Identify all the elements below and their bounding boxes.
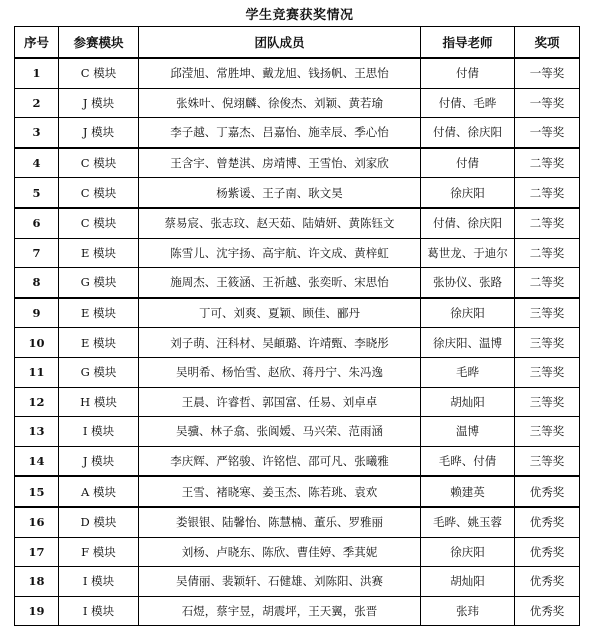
cell-seq: 2: [15, 88, 59, 118]
cell-award: 一等奖: [515, 58, 580, 88]
table-body: [15, 58, 580, 626]
cell-seq: 1: [15, 58, 59, 88]
table-row: [15, 238, 580, 268]
cell-module: J 模块: [59, 88, 139, 118]
cell-advisor: 葛世龙、于迪尔: [421, 238, 515, 268]
cell-award: 二等奖: [515, 178, 580, 208]
cell-advisor: 付倩、毛晔: [421, 88, 515, 118]
cell-members: 娄银银、陆馨怡、陈慧楠、董乐、罗雅丽: [139, 507, 421, 537]
cell-members: 邱滢旭、常胜坤、戴龙旭、钱扬帆、王思怡: [139, 58, 421, 88]
cell-award: 优秀奖: [515, 507, 580, 537]
cell-seq: 6: [15, 208, 59, 238]
cell-award: 三等奖: [515, 328, 580, 358]
cell-members: 吴明希、杨怡雪、赵欣、蒋丹宁、朱冯逸: [139, 357, 421, 387]
cell-award: 二等奖: [515, 148, 580, 178]
cell-seq: 18: [15, 567, 59, 597]
table-row: [15, 387, 580, 417]
cell-module: C 模块: [59, 58, 139, 88]
cell-advisor: 付倩、徐庆阳: [421, 208, 515, 238]
cell-module: H 模块: [59, 387, 139, 417]
cell-module: C 模块: [59, 208, 139, 238]
cell-members: 刘子萌、汪科材、吴頔璐、许靖甄、李晓彤: [139, 328, 421, 358]
cell-advisor: 张协仪、张路: [421, 268, 515, 298]
cell-module: C 模块: [59, 148, 139, 178]
header-advisor: 指导老师: [421, 27, 515, 59]
table-row: [15, 596, 580, 626]
cell-advisor: 毛晔、付倩: [421, 446, 515, 476]
cell-seq: 10: [15, 328, 59, 358]
cell-seq: 16: [15, 507, 59, 537]
table-row: [15, 118, 580, 148]
table-row: [15, 58, 580, 88]
header-members: 团队成员: [139, 27, 421, 59]
table-row: [15, 357, 580, 387]
cell-members: 王含宇、曾楚淇、房靖博、王雪怡、刘家欣: [139, 148, 421, 178]
cell-seq: 9: [15, 298, 59, 328]
cell-award: 一等奖: [515, 88, 580, 118]
cell-seq: 17: [15, 537, 59, 567]
cell-advisor: 徐庆阳: [421, 178, 515, 208]
cell-advisor: 毛晔、姚玉蓉: [421, 507, 515, 537]
cell-members: 王晨、许睿哲、郭国富、任易、刘卓卓: [139, 387, 421, 417]
cell-seq: 14: [15, 446, 59, 476]
cell-award: 优秀奖: [515, 596, 580, 626]
cell-advisor: 付倩、徐庆阳: [421, 118, 515, 148]
cell-seq: 5: [15, 178, 59, 208]
cell-advisor: 付倩: [421, 58, 515, 88]
cell-members: 施周杰、王筱涵、王祈越、张奕昕、宋思怡: [139, 268, 421, 298]
cell-members: 杨紫谖、王子南、耿文昊: [139, 178, 421, 208]
cell-module: A 模块: [59, 476, 139, 507]
table-row: [15, 298, 580, 328]
header-seq: 序号: [15, 27, 59, 59]
cell-module: J 模块: [59, 118, 139, 148]
table-row: [15, 148, 580, 178]
cell-members: 吴骥、林子翕、张阆嫒、马兴荣、范雨涵: [139, 417, 421, 447]
cell-members: 石煜，蔡宇昱，胡震坪，王天翼，张晋: [139, 596, 421, 626]
cell-award: 二等奖: [515, 238, 580, 268]
cell-module: G 模块: [59, 357, 139, 387]
cell-award: 三等奖: [515, 387, 580, 417]
cell-members: 李子越、丁嘉杰、吕嘉怡、施幸辰、季心怡: [139, 118, 421, 148]
cell-module: I 模块: [59, 417, 139, 447]
cell-module: E 模块: [59, 328, 139, 358]
cell-award: 三等奖: [515, 357, 580, 387]
cell-module: I 模块: [59, 567, 139, 597]
cell-members: 张姝叶、倪翊麟、徐俊杰、刘颖、黄若瑜: [139, 88, 421, 118]
cell-advisor: 徐庆阳: [421, 537, 515, 567]
cell-award: 优秀奖: [515, 537, 580, 567]
cell-award: 二等奖: [515, 208, 580, 238]
cell-award: 优秀奖: [515, 476, 580, 507]
table-row: [15, 88, 580, 118]
cell-advisor: 温博: [421, 417, 515, 447]
cell-members: 丁可、刘爽、夏颖、顾佳、郦丹: [139, 298, 421, 328]
table-row: [15, 417, 580, 447]
table-row: [15, 446, 580, 476]
table-row: [15, 268, 580, 298]
document-title: 学生竞赛获奖情况: [245, 8, 354, 23]
cell-seq: 13: [15, 417, 59, 447]
cell-advisor: 胡灿阳: [421, 567, 515, 597]
cell-award: 三等奖: [515, 298, 580, 328]
cell-members: 李庆辉、严铭骏、许铭恺、邵可凡、张曦雅: [139, 446, 421, 476]
cell-advisor: 徐庆阳、温博: [421, 328, 515, 358]
table-header-row: [15, 27, 580, 59]
cell-seq: 12: [15, 387, 59, 417]
cell-seq: 4: [15, 148, 59, 178]
cell-award: 三等奖: [515, 446, 580, 476]
cell-members: 陈雪儿、沈宇扬、高宇航、许文成、黄梓虹: [139, 238, 421, 268]
cell-seq: 8: [15, 268, 59, 298]
cell-module: I 模块: [59, 596, 139, 626]
table-row: [15, 537, 580, 567]
table-row: [15, 208, 580, 238]
cell-seq: 7: [15, 238, 59, 268]
cell-advisor: 徐庆阳: [421, 298, 515, 328]
table-row: [15, 178, 580, 208]
cell-members: 吴倩丽、裴颖轩、石健雄、刘陈阳、洪赛: [139, 567, 421, 597]
cell-module: E 模块: [59, 298, 139, 328]
table-row: [15, 507, 580, 537]
cell-advisor: 赖建英: [421, 476, 515, 507]
awards-table: [14, 26, 580, 626]
cell-seq: 19: [15, 596, 59, 626]
table-row: [15, 328, 580, 358]
cell-award: 二等奖: [515, 268, 580, 298]
cell-award: 优秀奖: [515, 567, 580, 597]
cell-module: D 模块: [59, 507, 139, 537]
cell-advisor: 付倩: [421, 148, 515, 178]
cell-members: 王雪、褚晓寒、姜玉杰、陈若珧、袁欢: [139, 476, 421, 507]
cell-advisor: 胡灿阳: [421, 387, 515, 417]
header-award: 奖项: [515, 27, 580, 59]
table-row: [15, 476, 580, 507]
cell-module: J 模块: [59, 446, 139, 476]
cell-award: 三等奖: [515, 417, 580, 447]
cell-advisor: 张玮: [421, 596, 515, 626]
table-row: [15, 567, 580, 597]
cell-module: G 模块: [59, 268, 139, 298]
header-module: 参赛模块: [59, 27, 139, 59]
cell-module: C 模块: [59, 178, 139, 208]
cell-seq: 11: [15, 357, 59, 387]
cell-members: 蔡易宸、张志玟、赵天茹、陆婧妍、黄陈钰文: [139, 208, 421, 238]
cell-module: F 模块: [59, 537, 139, 567]
cell-award: 一等奖: [515, 118, 580, 148]
cell-seq: 15: [15, 476, 59, 507]
cell-advisor: 毛晔: [421, 357, 515, 387]
cell-seq: 3: [15, 118, 59, 148]
cell-members: 刘杨、卢晓东、陈欣、曹佳婷、季萁妮: [139, 537, 421, 567]
cell-module: E 模块: [59, 238, 139, 268]
